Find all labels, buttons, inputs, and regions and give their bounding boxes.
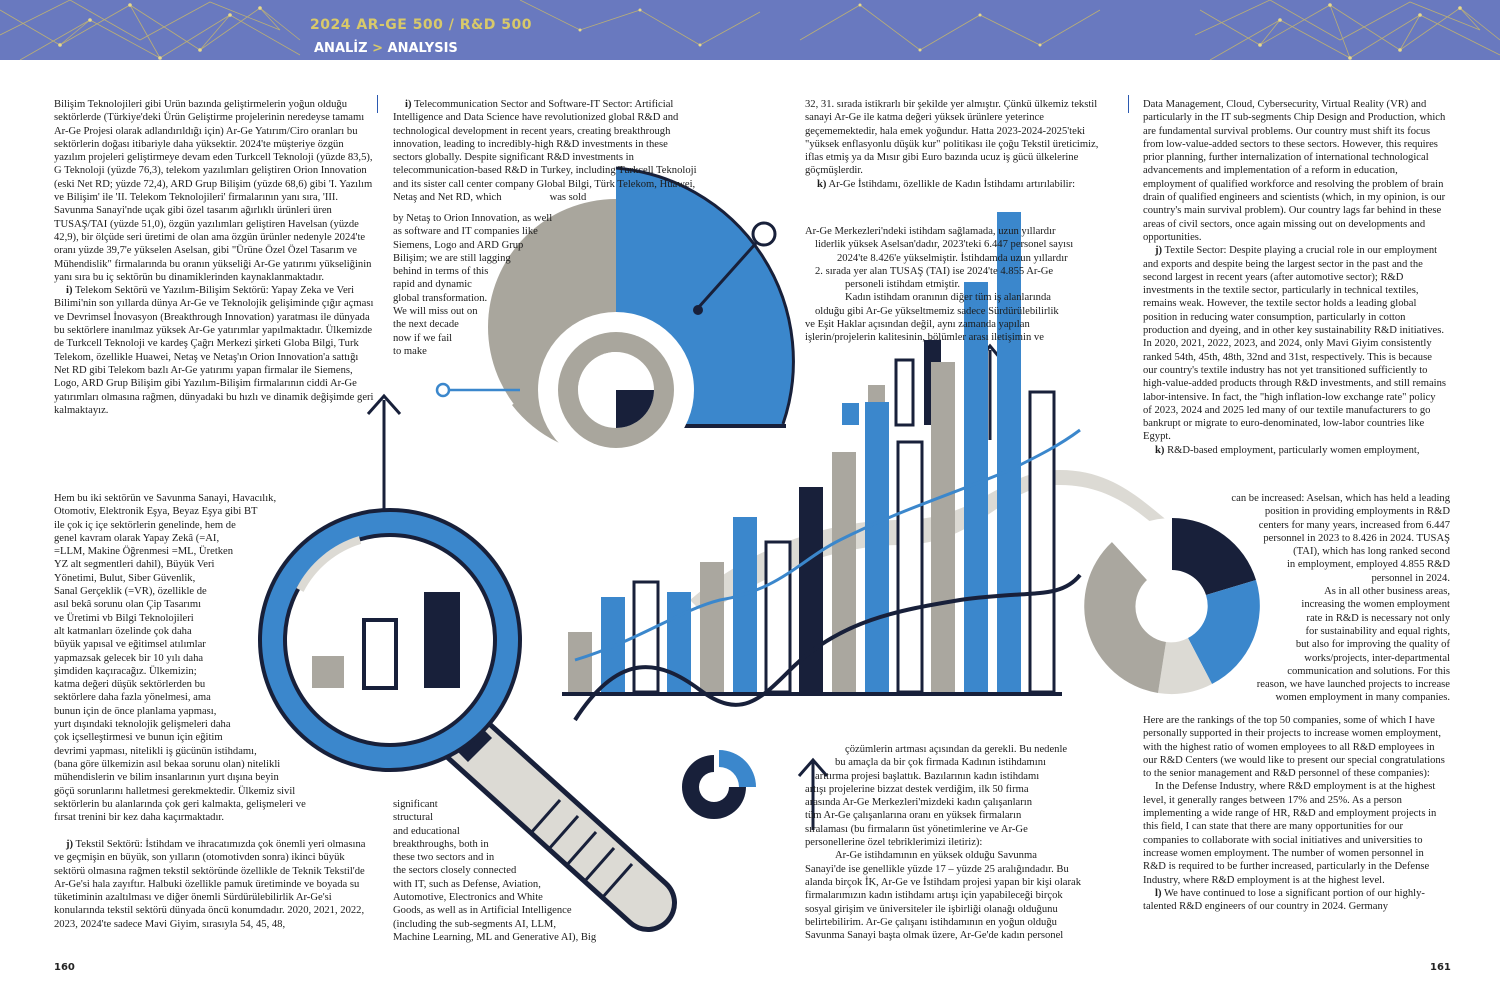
text-line: yurt dışındaki teknolojik gelişmeleri daha (54, 719, 231, 731)
text-line: fırsat trenini bir kez daha kaçırmaktadır. (54, 812, 225, 824)
text-line: YZ alt segmentleri dahil), Büyük Veri (54, 559, 215, 571)
text-line: global transformation. (393, 292, 488, 304)
text-line: behind in terms of this (393, 266, 489, 278)
column-1-bottom (54, 838, 376, 931)
col2-bottom-block (393, 798, 653, 944)
chart-bar-8 (799, 487, 823, 692)
text-line: personnel in 2024. (1371, 572, 1450, 584)
text-line: reason, we have launched projects to increase (1256, 679, 1450, 691)
text-line: personnel in 2023 to 8.426 in 2024. TUSAŞ (1263, 532, 1450, 544)
text-line: the next decade (393, 319, 459, 331)
col2-paragraph-1: i) Telecommunication Sector and Software-IT Sector: Artificial Intelligence and Data Science have revolutionized global R&D and technological development in recent years, creating breakthrough innovation, leading to incredibly-high R&D investments in these sectors globally. Despite significant R&D investments in telecommunication-based R&D in Turkey, including Turkcell Teknoloji and its sister call center company Global Bilgi, Türk Telekom, Huawei, Netaş and Net RD, which was sold (393, 99, 697, 204)
chart-bar-7 (766, 542, 790, 692)
text-line: göçü sorunlarını halletmesi gerekmektedir. Ülkemiz sivil (54, 785, 296, 797)
text-line: increasing the women employment (1301, 599, 1450, 611)
text-line: tüm Ar-Ge çalışanlarına oranı en yüksek firmaların (805, 810, 1022, 822)
column-2 (393, 98, 699, 204)
text-line: çözümlerin artması açısından da gerekli. Bu nedenle (845, 744, 1068, 755)
text-line: alanda birçok İK, Ar-Ge ve İstihdam projesi yapan bir kişi olarak (805, 876, 1082, 888)
text-line: artışı projelerine bizzat destek verdiğim, ilk 50 firma (805, 783, 1029, 795)
text-line: Yönetimi, Bulut, Siber Güvenlik, (54, 572, 196, 584)
text-line: women employment in many companies. (1275, 692, 1450, 704)
text-line: rate in R&D is necessary not only (1306, 612, 1450, 624)
text-line: asıl bekâ sorunu olan Çip Tasarımı (54, 599, 202, 611)
text-line: can be increased: Aselsan, which has held a leading (1231, 493, 1450, 504)
col3-wrap-block (805, 225, 1125, 345)
text-line: as software and IT companies like (393, 226, 538, 238)
text-line: katma değeri düşük sektörlerden bu (54, 679, 206, 691)
column-rule (1128, 95, 1129, 113)
chart-bar-5 (700, 562, 724, 692)
text-line: (TAI), which has long ranked second (1293, 546, 1450, 558)
text-line: Sanal Gerçeklik (=VR), özellikle de (54, 586, 207, 598)
text-line: Ar-Ge istihdamının en yüksek olduğu Savunma (835, 850, 1037, 862)
section-tr: ANALİZ (314, 41, 368, 56)
chart-baseline (562, 692, 1062, 696)
col4-wrap-block (1188, 492, 1450, 705)
col1-wrap-block (54, 492, 384, 824)
text-line: We will miss out on (393, 306, 478, 318)
col3-bottom-block (805, 743, 1125, 942)
text-line: çok içselleştirmesi ve bunun için eğitim (54, 732, 223, 744)
text-line: to make (393, 345, 427, 357)
text-line: Bilişim; we are still lagging (393, 252, 511, 264)
text-line: Hem bu iki sektörün ve Savunma Sanayi, Havacılık, (54, 493, 277, 504)
col3-paragraph-1: 32, 31. sırada istikrarlı bir şekilde yer almıştır. Çünkü ülkemiz tekstil sanayi Ar-Ge ile katma değeri yüksek ürünlere yeterince geçememektedir, hala emek yoğundur. Hatta 2023-2024-2025'teki "yüksek enflasyonlu düşük kur" politikası ile çoğu Tekstil üreticimiz, iflas etmiş ya da Mısır gibi Euro bazında ucuz iş gücü ülkelerine göçmüşlerdir. (805, 99, 1099, 177)
text-line: Machine Learning, ML and Generative AI), Big (393, 931, 597, 943)
text-line: (bana göre ülkemizin asıl bekaa sorunu olan) nitelikli (54, 758, 281, 770)
col2-wrap-block (393, 212, 593, 358)
col1-paragraph-2: i) Telekom Sektörü ve Yazılım-Bilişim Sektörü: Yapay Zeka ve Veri Bilimi'nin son yıllarda dünya Ar-Ge ve Teknolojik gelişiminde çığır açması ve Devrimsel İnovasyon (Breakthrough Innovation) yaratması ile dünyada bu sektörlere inanılmaz yüksek Ar-Ge yatırımlar yapılmaktadır. Ülkemizde de Turkcell Teknoloji ve kardeş Çağrı Merkezi şirketi Globa Bilgi, Turk Telekom, özellikle Huawei, Netaş ve Netaş'ın Orion Innovation'a sattığı Net RD gibi Telekom bazlı Ar-Ge yatırımı yapan firmalar ile Siemens, Logo, ARD Grup Bilişim gibi Yazılım-Bilişim firmalarının ciddi Ar-Ge yatırımları olmasına rağmen, dünyadaki bu hızlı ve dinamik değişimde geri kalmaktayız. (54, 285, 374, 416)
chevron-right-icon: > (372, 41, 383, 56)
text-line: Savunma Sanayi başta olmak üzere, Ar-Ge'de kadın personel (805, 930, 1064, 942)
column-4 (1143, 98, 1447, 457)
page-number-left: 160 (54, 962, 75, 973)
text-line: communication and solutions. For this (1287, 665, 1450, 677)
text-line: liderlik yüksek Aselsan'dadır, 2023'teki 6.447 personel sayısı (815, 239, 1074, 251)
text-line: Sanayi'de ise genellikle yüzde 17 – yüzde 25 aralığındadır. Bu (805, 863, 1069, 875)
text-line: centers for many years, increased from 6.447 (1258, 519, 1450, 531)
small-donut-icon (682, 750, 756, 819)
col4-paragraph-2: j) Textile Sector: Despite playing a crucial role in our employment and exports and despite being the largest sector in the past and the second largest in recent years (after automotive sector); R&D investments in the textile sector, particularly in technical textiles, remains weak. However, the textile sector holds a leading global position in reducing water consumption, particularly in cotton production and dyeing, and in other key sustainability R&D initiatives. In 2020, 2021, 2022, 2023, and 2024, only Mavi Giyim consistently ranked 54th, 45th, 48th, 32nd and 31st, respectively. This is because our country's textile industry has not yet transitioned sufficiently to high-value-added products through R&D investments, and still remains labor-intensive. In fact, the "high inflation-low exchange rate" policy of 2023, 2024 and 2025 led many of our textile manufacturers to go bankrupt or migrate to euro-denominated, low-labor countries like Egypt. (1143, 245, 1447, 443)
text-line: (including the sub-segments AI, LLM, (393, 918, 557, 930)
text-line: işlerin/projelerin kalitesinin, bölümler arası iletişimin ve (805, 332, 1044, 344)
text-line: personellerine özel tebriklerimizi iletiriz): (805, 837, 983, 849)
text-line: bu amaçla da bir çok firmada Kadının istihdamını (835, 757, 1046, 769)
text-line: sektörlere daha fazla yönelmesi, ama (54, 692, 211, 704)
text-line: for sustainability and equal rights, (1305, 625, 1450, 637)
column-rule (377, 95, 378, 113)
text-line: but also for improving the quality of (1295, 639, 1450, 651)
magazine-title: 2024 AR-GE 500 / R&D 500 (310, 17, 532, 33)
text-line: Automotive, Electronics and White (393, 892, 543, 904)
text-line: position in providing employments in R&D (1264, 506, 1450, 518)
col2-tail: was sold (549, 192, 587, 204)
text-line: ve Üretimi vb Bilgi Teknolojileri (54, 612, 194, 624)
text-line: olduğu gibi Ar-Ge yükseltmemiz sadece Sürdürülebilirlik (815, 305, 1059, 317)
col1-paragraph-1: Bilişim Teknolojileri gibi Urün bazında geliştirmelerin yoğun olduğu sektörlerde (Türkiye'deki Ürün Geliştirme projelerinin neredeyse tamamı Ar-Ge Projesi olarak adlandırıldığı için) Ar-Ge Yatırım/Ciro oranları bu sektörlerin doğası itibariyle daha yüksektir. 2024'te müşteriye özgün yazılım projeleri geliştirmeye devam eden Turkcell Teknoloji (yüzde 83,5), G Teknoloji (yüzde 76,3), telekom yazılımları geliştiren Orion Innovation (eski Net RD; yüzde 72,4), ARD Grup Bilişim (yüzde 68,6) gibi 'I. Yazılım ve Bilişim' ile 'II. Telekom Teknolojileri' firmalarının yanı sıra, 'III. Savunma Sanayi'nde uçak gibi özel tasarım ağırlıklı ürünleri üren TUSAŞ/TAI (yüzde 51,0), özgün yazılımları geliştiren Havelsan (yüzde 42,9), bir ölçüde seri üretimi de olan ama özgün ürünler nedenyle 2024'te oranı yüzde 39,7'e yükselen Aselsan, gibi "Ürüne Özel Özel Tasarım ve Mühendislik" firmalarında bu oranın yükseliği Ar-Ge yatırımı yükseliğinin yanı sıra bu iç sektörün bu dinamiklerinden kaynaklanmaktadır. (54, 99, 373, 283)
text-line: the sectors closely connected (393, 865, 517, 877)
text-line: structural (393, 812, 434, 824)
col1-paragraph-3: j) Tekstil Sektörü: İstihdam ve ihracatımızda çok önemli yeri olmasına ve geçmişin en büyük, son yılların (otomotivden sonra) ikinci büyük sektörü olmasına rağmen tekstil sektöründe özellikle de Teknik Tekstil'de Ar-Ge'si hala zayıftır. Halbuki özellikle pamuk üretiminde ve boyada su tüketiminin azaltılması ve diğer önemli Sürdürülebilirlik Ar-Ge'si konularında tekstil sektörü dünyada öncü konumdadır. 2020, 2021, 2022, 2023, 2024'te sadece Mavi Giyim, sırasıyla 54, 45, 48, (54, 839, 366, 930)
text-line: devrimi yapması, nitelikli iş gücünün istihdamı, (54, 745, 257, 757)
text-line: rapid and dynamic (393, 279, 472, 291)
text-line: genel kavram olarak Yapay Zekâ (=AI, (54, 532, 220, 544)
text-line: in employment, employed 4.855 R&D (1286, 559, 1450, 571)
text-line: significant (393, 799, 438, 810)
text-line: mühendislerin ve bilim insanlarının yurt dışına beyin (54, 772, 279, 784)
chart-bar-12 (931, 362, 955, 692)
text-line: sektörlerin bu alanlarında çok geri kalmakta, gelişmeleri ve (54, 798, 306, 810)
col4-paragraph-5: In the Defense Industry, where R&D employment is at the highest level, it generally ranges between 17% and 25%. As a person implementing a wide range of HR, R&D and employment projects in this field, I can state that there are many opportunities for our companies to collaborate with social initiatives and universities to increase women employment. The number of women personnel in R&D is required to be further increased, particularly in the Defense Industry, where R&D employment is at the highest level. (1143, 781, 1437, 886)
text-line: Siemens, Logo and ARD Grup (393, 239, 524, 251)
section-en: ANALYSIS (387, 41, 458, 56)
col4-paragraph-1: Data Management, Cloud, Cybersecurity, Virtual Reality (VR) and particularly in the IT sub-segments Chip Design and Production, which are fundamental survival problems. Our country must shift its focus from low-value-added sectors to these sectors. However, this requires prior planning, further internalization of international technological advancements and implementation of a reform in education, employment of qualified workforce and resolving the problem of brain drain of qualified engineers and scientists (which, in my opinion, is our country's main survival problem). Our country lags far behind in these areas of civil sectors, once again missing out on developments and opportunities. (1143, 99, 1446, 243)
text-line: bunun için de önce planlama yapması, (54, 705, 217, 717)
text-line: 2024'te 8.426'e yükselmiştir. İstihdamda uzun yıllardır (837, 252, 1068, 264)
text-line: Goods, as well as in Artificial Intelligence (393, 905, 572, 917)
text-line: sosyal girişim ve üniversiteler ile işbirliği olanağı olduğunu (805, 903, 1058, 915)
text-line: şimdiden kaçıracağız. Ülkemizin; (54, 665, 197, 677)
column-1 (54, 98, 376, 417)
text-line: ve Eşit Haklar açısından değil, aynı zamanda yapılan (805, 319, 1030, 331)
col4-paragraph-4: Here are the rankings of the top 50 companies, some of which I have personally supported in their projects to increase women employment, with the highest ratio of women employees to all R&D employees in our R&D Centers (we would like to present our special congratulations to the senior management and R&D personnel of these companies): (1143, 715, 1445, 780)
text-line: yapmazsak gelecek bir 10 yılı daha (54, 652, 204, 664)
text-line: breakthroughs, both in (393, 838, 489, 850)
text-line: 2. sırada yer alan TUSAŞ (TAI) ise 2024'te 4.855 Ar-Ge (815, 265, 1054, 277)
chart-bar-1 (568, 632, 592, 692)
col4-paragraph-3: k) R&D-based employment, particularly women employment, (1155, 444, 1420, 456)
text-line: belirtebilirim. Ar-Ge çalışanı istihdamının en yoğun olduğu (805, 916, 1057, 928)
text-line: Kadın istihdam oranının diğer tüm iş alanlarında (845, 292, 1051, 304)
text-line: büyük yapısal ve eğitimsel atılımlar (54, 639, 206, 651)
page-number-right: 161 (1430, 962, 1451, 973)
text-line: Otomotiv, Elektronik Eşya, Beyaz Eşya gibi BT (54, 506, 258, 518)
text-line: alt katmanları özelinde çok daha (54, 625, 192, 637)
chart-bar-15 (1030, 392, 1054, 692)
text-line: with IT, such as Defense, Aviation, (393, 878, 541, 890)
chart-bar-6 (733, 517, 757, 692)
column-4-bottom (1143, 714, 1447, 913)
text-line: ile çok iç içe sektörlerin genelinde, hem de (54, 519, 236, 531)
col4-paragraph-6: l) We have continued to lose a significant portion of our highly-talented R&D engineers of our country in 2024. Germany (1143, 887, 1425, 913)
text-line: firmalarımızın kadın istihdamı artışı için yapabileceği birçok (805, 890, 1063, 902)
text-line: now if we fail (393, 332, 453, 344)
text-line: arasında Ar-Ge Merkezleri'mizdeki kadın çalışanların (805, 797, 1033, 809)
col3-paragraph-2: k) Ar-Ge İstihdamı, özellikle de Kadın İstihdamı artırılabilir: (817, 178, 1076, 190)
text-line: by Netaş to Orion Innovation, as well (393, 213, 553, 224)
chart-bar-11 (898, 442, 922, 692)
text-line: As in all other business areas, (1324, 586, 1450, 598)
column-3 (805, 98, 1117, 191)
chart-bar-9 (832, 452, 856, 692)
text-line: arttırma projesi başlattık. Bazılarının kadın istihdamı (815, 770, 1040, 782)
text-line: Ar-Ge Merkezleri'ndeki istihdam sağlamada, uzun yıllardır (805, 226, 1056, 237)
text-line: works/projects, inter-departmental (1304, 652, 1450, 664)
text-line: =LLM, Makine Öğrenmesi =ML, Üretken (54, 546, 234, 558)
text-line: and educational (393, 825, 460, 837)
text-line: personeli istihdam etmiştir. (845, 279, 961, 291)
text-line: these two sectors and in (393, 852, 495, 864)
text-line: sıralaması (bu firmaların üst yönetimlerine ve Ar-Ge (805, 823, 1028, 835)
chart-bar-10 (865, 402, 889, 692)
